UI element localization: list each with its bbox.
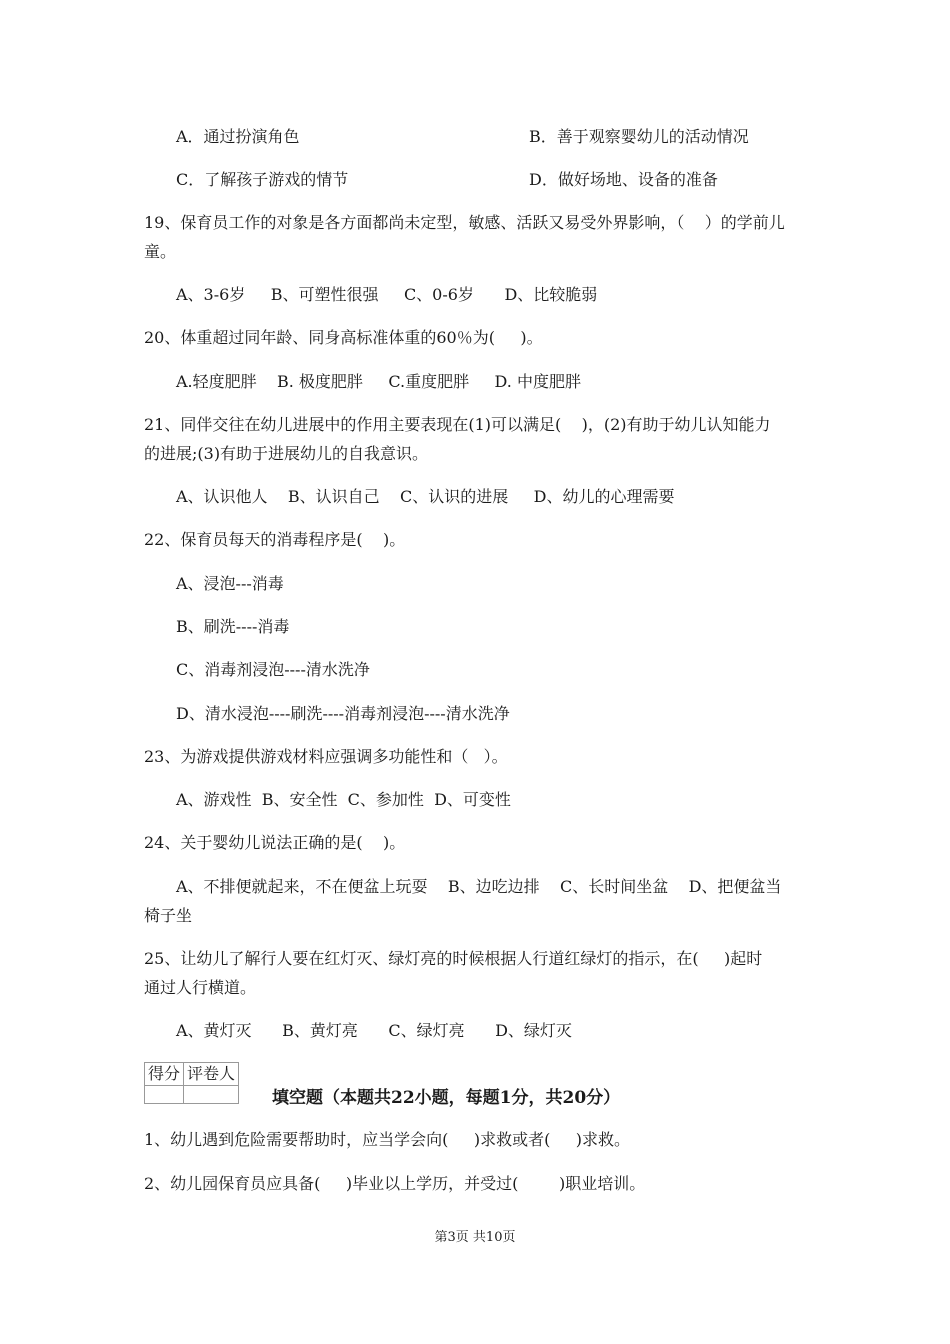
q18-option-a: A．通过扮演角色 (176, 127, 300, 146)
q22-option-a: A、浸泡---消毒 (176, 574, 284, 593)
q22-option-b: B、刷洗----消毒 (176, 617, 290, 636)
q18-option-c: C．了解孩子游戏的情节 (176, 170, 349, 189)
fill-question-1: 1、幼儿遇到危险需要帮助时，应当学会向( )求救或者( )求救。 (144, 1130, 631, 1149)
q23-text: 23、为游戏提供游戏材料应强调多功能性和（ ）。 (144, 747, 508, 766)
score-table (144, 1062, 239, 1104)
score-cell (145, 1086, 184, 1104)
section-title: 填空题（本题共22小题，每题1分，共20分） (272, 1088, 621, 1108)
q19-options: A、3-6岁 B、可塑性很强 C、0-6岁 D、比较脆弱 (176, 285, 598, 304)
q25-text-line1: 25、让幼儿了解行人要在红灯灭、绿灯亮的时候根据人行道红绿灯的指示，在( )起时 (144, 949, 763, 968)
score-label: 得分 (145, 1063, 184, 1086)
q23-options: A、游戏性 B、安全性 C、参加性 D、可变性 (176, 790, 511, 809)
q22-option-c: C、消毒剂浸泡----清水洗净 (176, 660, 370, 679)
grader-label: 评卷人 (184, 1063, 239, 1086)
q24-text: 24、关于婴幼儿说法正确的是( )。 (144, 833, 406, 852)
q21-text-line1: 21、同伴交往在幼儿进展中的作用主要表现在(1)可以满足( )，(2)有助于幼儿认知能力 (144, 415, 771, 434)
q21-options: A、认识他人 B、认识自己 C、认识的进展 D、幼儿的心理需要 (176, 487, 675, 506)
q18-option-d: D．做好场地、设备的准备 (529, 170, 718, 189)
grader-cell (184, 1086, 239, 1104)
q22-option-d: D、清水浸泡----刷洗----消毒剂浸泡----清水洗净 (176, 704, 510, 723)
q20-options: A.轻度肥胖 B. 极度肥胖 C.重度肥胖 D. 中度肥胖 (176, 372, 581, 391)
q19-text-line2: 童。 (144, 242, 177, 261)
q25-text-line2: 通过人行横道。 (144, 978, 257, 997)
q19-text-line1: 19、保育员工作的对象是各方面都尚未定型，敏感、活跃又易受外界影响，（ ）的学前儿 (144, 213, 785, 232)
q18-option-b: B．善于观察婴幼儿的活动情况 (529, 127, 749, 146)
page-footer: 第3页 共10页 (434, 1230, 516, 1245)
fill-question-2: 2、幼儿园保育员应具备( )毕业以上学历，并受过( )职业培训。 (144, 1174, 646, 1193)
q25-options: A、黄灯灭 B、黄灯亮 C、绿灯亮 D、绿灯灭 (176, 1021, 572, 1040)
q20-text: 20、体重超过同年龄、同身高标准体重的60％为( )。 (144, 328, 543, 347)
q24-options-line2: 椅子坐 (144, 906, 193, 925)
q21-text-line2: 的进展;(3)有助于进展幼儿的自我意识。 (144, 444, 429, 463)
q22-text: 22、保育员每天的消毒程序是( )。 (144, 530, 406, 549)
q24-options-line1: A、不排便就起来，不在便盆上玩耍 B、边吃边排 C、长时间坐盆 D、把便盆当 (176, 877, 782, 896)
